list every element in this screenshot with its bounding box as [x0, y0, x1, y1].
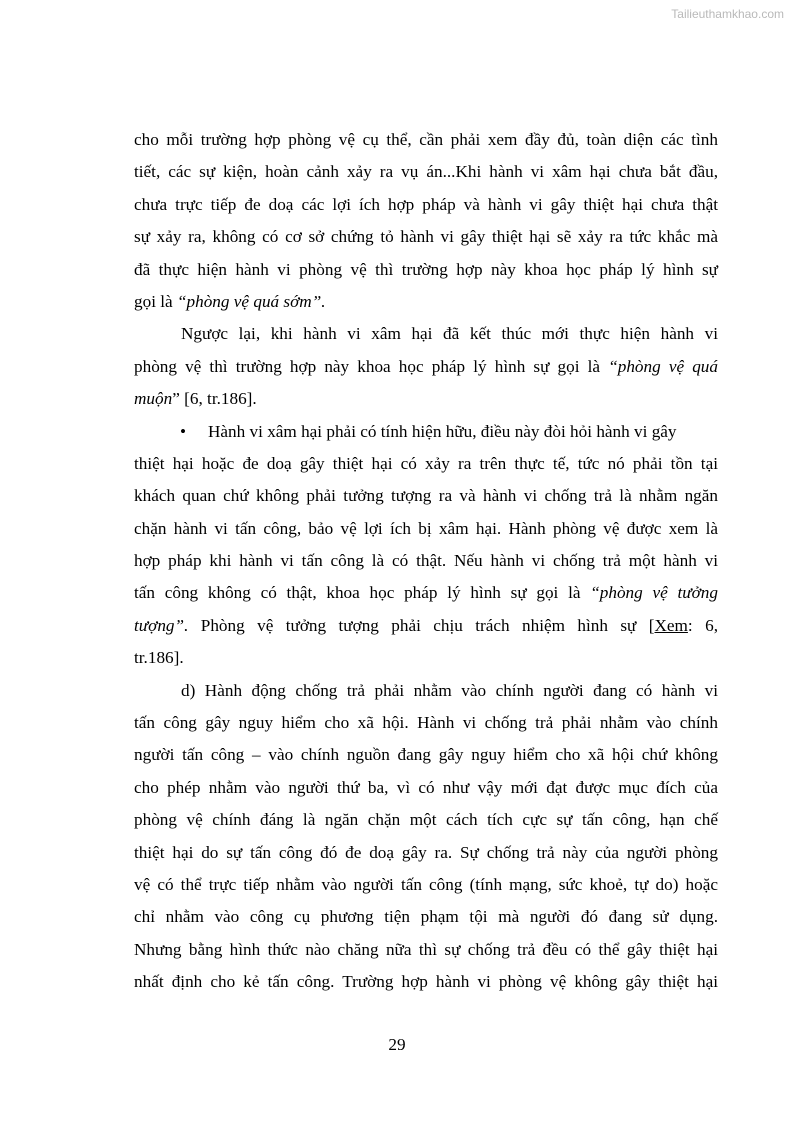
text-line: cho mỗi trường hợp phòng vệ cụ thể, cần phải xem đầy đủ, toàn diện các tình — [134, 130, 718, 149]
text-line: chưa trực tiếp đe doạ các lợi ích hợp pháp và hành vi gây thiệt hại chưa thật — [134, 194, 718, 214]
text-line: tấn công gây nguy hiểm cho xã hội. Hành vi chống trả phải nhằm vào chính — [134, 713, 718, 733]
text-line — [134, 577, 718, 609]
bullet-line — [134, 416, 718, 448]
document-body — [134, 124, 718, 999]
text-span: tấn công không có thật, khoa học pháp lý hình sự gọi là — [134, 583, 591, 603]
text-line — [134, 351, 718, 383]
text-line: vệ có thể trực tiếp nhằm vào người tấn công (tính mạng, sức khoẻ, tự do) hoặc — [134, 874, 718, 894]
text-line — [134, 383, 718, 415]
text-line: người tấn công – vào chính nguồn đang gây nguy hiểm cho xã hội chứ không — [134, 745, 718, 765]
text-line: hợp pháp khi hành vi tấn công là có thật. Nếu hành vi chống trả một hành vi — [134, 551, 718, 571]
text-span: Hành vi xâm hại phải có tính hiện hữu, điều này đòi hỏi hành vi gây — [208, 421, 677, 441]
text-span: gọi là — [134, 291, 177, 311]
text-line: cho phép nhằm vào người thứ ba, vì có như vậy mới đạt được mục đích của — [134, 777, 718, 797]
text-span: Phòng vệ tưởng tượng phải chịu trách nhiệm hình sự [ — [188, 615, 655, 635]
underlined-ref: Xem — [654, 615, 688, 635]
watermark: Tailieuthamkhao.com — [671, 7, 784, 21]
text-line: chặn hành vi tấn công, bảo vệ lợi ích bị xâm hại. Hành phòng vệ được xem là — [134, 518, 718, 538]
text-span: phòng vệ thì trường hợp này khoa học pháp lý hình sự gọi là — [134, 356, 609, 376]
italic-term: “phòng vệ tưởng — [590, 583, 718, 603]
text-line: nhất định cho kẻ tấn công. Trường hợp hành vi phòng vệ không gây thiệt hại — [134, 972, 718, 992]
text-line — [134, 286, 718, 318]
text-line: phòng vệ chính đáng là ngăn chặn một cách tích cực sự tấn công, hạn chế — [134, 810, 718, 830]
paragraph-start-line: d) Hành động chống trả phải nhằm vào chính người đang có hành vi — [181, 680, 718, 700]
page-number: 29 — [388, 1035, 406, 1054]
text-span: : 6, — [687, 615, 718, 635]
text-line: thiệt hại hoặc đe doạ gây thiệt hại có xảy ra trên thực tế, tức nó phải tồn tại — [134, 453, 718, 473]
text-line: Nhưng bằng hình thức nào chăng nữa thì sự chống trả đều có thể gây thiệt hại — [134, 939, 718, 959]
paragraph-start-line: Ngược lại, khi hành vi xâm hại đã kết thúc mới thực hiện hành vi — [181, 324, 718, 344]
text-line: sự xảy ra, không có cơ sở chứng tỏ hành vi gây thiệt hại sẽ xảy ra tức khắc mà — [134, 227, 718, 247]
italic-term: “phòng vệ quá sớm”. — [176, 291, 326, 311]
text-line — [134, 610, 718, 642]
text-line: chỉ nhằm vào công cụ phương tiện phạm tội mà người đó đang sử dụng. — [134, 907, 718, 927]
text-line: tiết, các sự kiện, hoàn cảnh xảy ra vụ án...Khi hành vi xâm hại chưa bắt đầu, — [134, 162, 718, 182]
text-line: đã thực hiện hành vi phòng vệ thì trường hợp này khoa học pháp lý hình sự — [134, 259, 718, 279]
citation: ” [6, tr.186]. — [172, 389, 257, 409]
bullet-icon: • — [180, 421, 187, 441]
italic-term: muộn — [134, 389, 173, 409]
text-line: tr.186]. — [134, 648, 184, 668]
italic-term: “phòng vệ quá — [608, 356, 718, 376]
text-line: khách quan chứ không phải tưởng tượng ra và hành vi chống trả là nhằm ngăn — [134, 486, 718, 506]
text-line: thiệt hại do sự tấn công đó đe doạ gây ra. Sự chống trả này của người phòng — [134, 842, 718, 862]
italic-term: tượng”. — [134, 615, 189, 635]
